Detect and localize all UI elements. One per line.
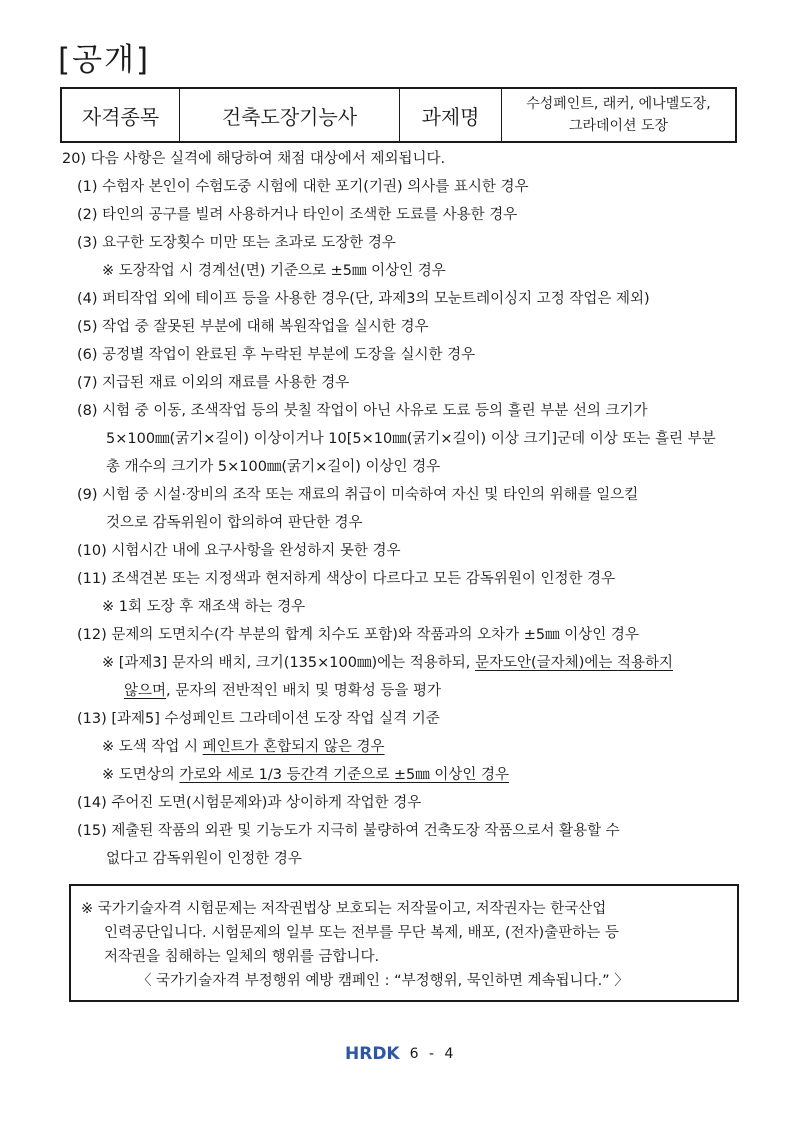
list-note (102, 653, 673, 673)
underlined-text: 페인트가 혼합되지 않은 경우 (202, 739, 385, 755)
note-text: ※ [과제3] 문자의 배치, 크기(135×100㎜)에는 적용하되, (102, 655, 475, 671)
notice-line: ※ 국가기술자격 시험문제는 저작권법상 보호되는 저작물이고, 저작권자는 한국산업 (81, 901, 607, 917)
task-value-line1: 수성페인트, 래커, 에나멜도장, (526, 96, 711, 112)
list-item-continued: 총 개수의 크기가 5×100㎜(굵기×길이) 이상인 경우 (106, 459, 441, 475)
note-text: ※ 도면상의 (102, 767, 180, 783)
list-item: (11) 조색견본 또는 지정색과 현저하게 색상이 다르다고 모든 감독위원이 인정한 경우 (77, 571, 616, 587)
underlined-text: 않으며 (124, 683, 167, 699)
list-item-continued: 것으로 감독위원이 합의하여 판단한 경우 (106, 515, 363, 531)
task-value (502, 88, 737, 142)
note-text: , 문자의 전반적인 배치 및 명확성 등을 평가 (166, 683, 442, 699)
notice-line: 저작권을 침해하는 일체의 행위를 금합니다. (104, 949, 380, 965)
list-item: (5) 작업 중 잘못된 부분에 대해 복원작업을 실시한 경우 (77, 319, 429, 335)
notice-line: 인력공단입니다. 시험문제의 일부 또는 전부를 무단 복제, 배포, (전자)출판하는 등 (104, 925, 619, 941)
task-value-line2: 그라데이션 도장 (568, 118, 669, 134)
list-item-continued: 5×100㎜(굵기×길이) 이상이거나 10[5×10㎜(굵기×길이) 이상 크기]군데 이상 또는 흘린 부분 (106, 431, 716, 447)
list-item: (15) 제출된 작품의 외관 및 기능도가 지극히 불량하여 건축도장 작품으로서 활용할 수 (77, 823, 620, 839)
list-item: (2) 타인의 공구를 빌려 사용하거나 타인이 조색한 도료를 사용한 경우 (77, 207, 518, 223)
campaign-line: 〈 국가기술자격 부정행위 예방 캠페인 : “부정행위, 묵인하면 계속됩니다.” 〉 (137, 973, 629, 989)
public-status-label: [공개] (58, 42, 151, 78)
list-item: (3) 요구한 도장횟수 미만 또는 초과로 도장한 경우 (77, 235, 396, 251)
list-item: (14) 주어진 도면(시험문제와)과 상이하게 작업한 경우 (77, 795, 422, 811)
exam-info-table (60, 87, 737, 143)
list-item-continued: 없다고 감독위원이 인정한 경우 (106, 851, 302, 867)
list-item: (8) 시험 중 이동, 조색작업 등의 붓칠 작업이 아닌 사유로 도료 등의 흘린 부분 선의 크기가 (77, 403, 648, 419)
list-note (102, 765, 509, 785)
list-item: (10) 시험시간 내에 요구사항을 완성하지 못한 경우 (77, 543, 401, 559)
list-item: (13) [과제5] 수성페인트 그라데이션 도장 작업 실격 기준 (77, 711, 440, 727)
list-item: (6) 공정별 작업이 완료된 후 누락된 부분에 도장을 실시한 경우 (77, 347, 476, 363)
underlined-text: 가로와 세로 1/3 등간격 기준으로 ±5㎜ 이상인 경우 (179, 767, 509, 783)
list-item: (1) 수험자 본인이 수험도중 시험에 대한 포기(기권) 의사를 표시한 경우 (77, 179, 529, 195)
list-note (102, 737, 385, 757)
list-item: (4) 퍼티작업 외에 테이프 등을 사용한 경우(단, 과제3의 모눈트레이싱지 고정 작업은 제외) (77, 291, 650, 307)
list-item: (12) 문제의 도면치수(각 부분의 합계 치수도 포함)와 작품과의 오차가 ±5㎜ 이상인 경우 (77, 627, 639, 643)
hrdk-logo: HRDK (345, 1044, 400, 1064)
list-note: ※ 1회 도장 후 재조색 하는 경우 (102, 599, 306, 615)
field-label: 자격종목 (61, 88, 180, 142)
page-footer (345, 1043, 456, 1065)
section-heading: 20) 다음 사항은 실격에 해당하여 채점 대상에서 제외됩니다. (62, 151, 446, 167)
list-item: (7) 지급된 재료 이외의 재료를 사용한 경우 (77, 375, 350, 391)
list-note: ※ 도장작업 시 경계선(면) 기준으로 ±5㎜ 이상인 경우 (102, 263, 446, 279)
list-item: (9) 시험 중 시설·장비의 조작 또는 재료의 취급이 미숙하여 자신 및 타인의 위해를 일으킬 (77, 487, 639, 503)
task-label: 과제명 (400, 88, 502, 142)
copyright-notice-box (69, 884, 739, 1002)
field-value: 건축도장기능사 (180, 88, 400, 142)
page-number: 6 - 4 (409, 1046, 457, 1062)
list-note-continued (124, 681, 441, 701)
note-text: ※ 도색 작업 시 (102, 739, 203, 755)
underlined-text: 문자도안(글자체)에는 적용하지 (474, 655, 673, 671)
